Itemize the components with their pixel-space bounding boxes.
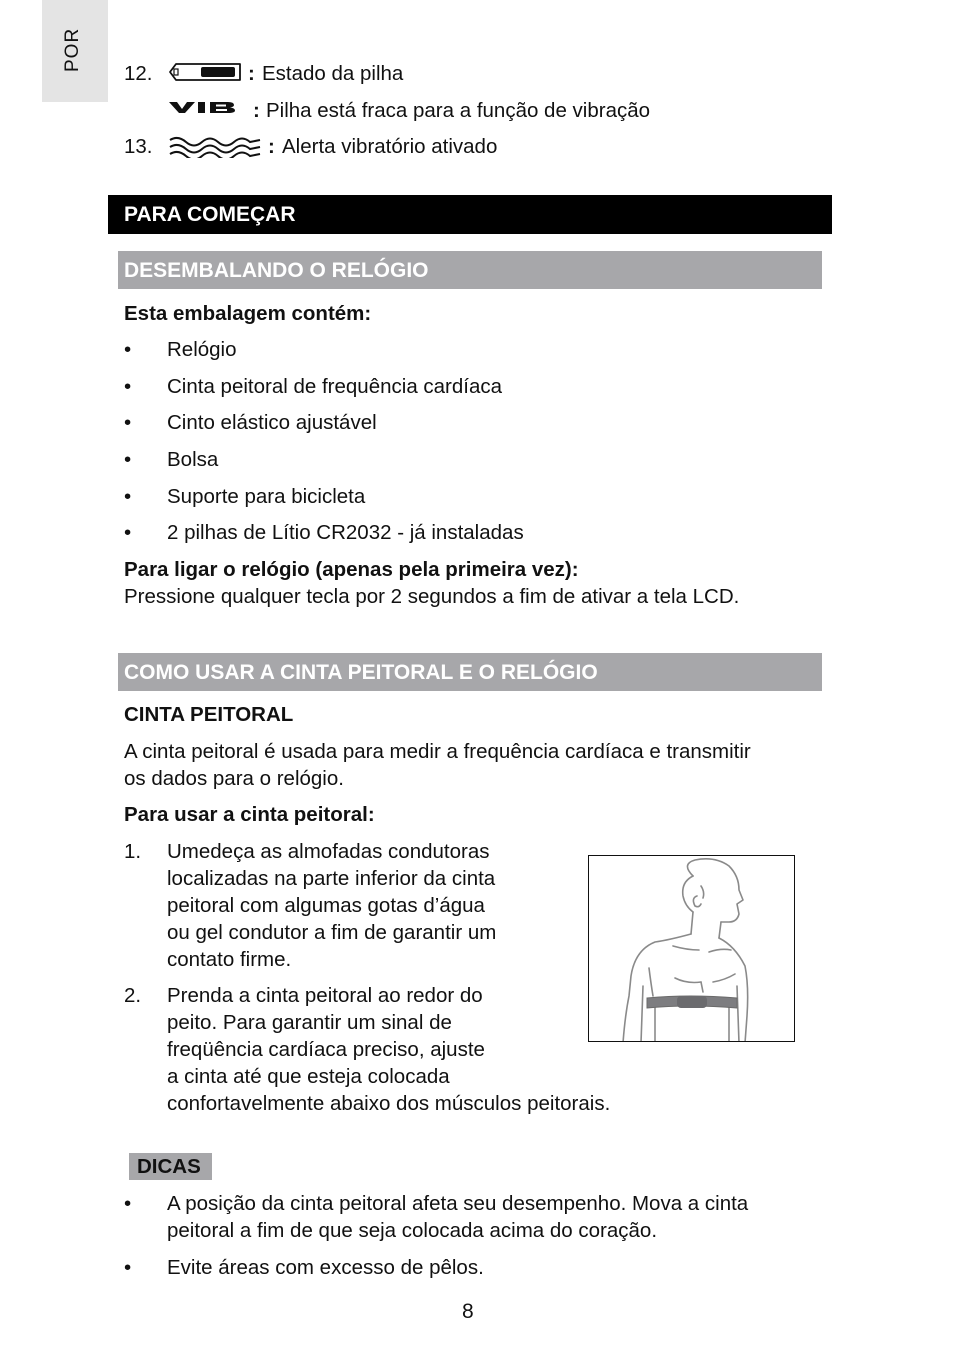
subsection-header-text: DESEMBALANDO O RELÓGIO (124, 259, 429, 282)
power-on-text: Pressione qualquer tecla por 2 segundos a fim de ativar a tela LCD. (124, 585, 740, 608)
step-2-line: peito. Para garantir um sinal de (167, 1011, 452, 1034)
subsection-header-text: COMO USAR A CINTA PEITORAL E O RELÓGIO (124, 661, 598, 684)
package-contents-label: Esta embalagem contém: (124, 302, 372, 325)
item-13-text: Alerta vibratório ativado (282, 135, 498, 158)
list-item-text: 2 pilhas de Lítio CR2032 - já instaladas (167, 521, 524, 544)
item-12-text: Estado da pilha (262, 62, 404, 85)
step-1-number: 1. (124, 840, 142, 863)
vib-text: Pilha está fraca para a função de vibração (266, 99, 651, 122)
tip-line: A posição da cinta peitoral afeta seu desempenho. Mova a cinta (167, 1192, 749, 1215)
bullet: • (124, 1256, 132, 1279)
vib-icon (168, 100, 242, 114)
language-tab (42, 0, 108, 102)
subsection-header-usage (118, 653, 822, 691)
item-12-number: 12. (124, 62, 153, 85)
step-2-line: freqüência cardíaca preciso, ajuste (167, 1038, 485, 1061)
section-header-text: PARA COMEÇAR (124, 203, 296, 226)
list-item-text: Cinto elástico ajustável (167, 411, 377, 434)
steps-label: Para usar a cinta peitoral: (124, 803, 375, 826)
step-1-line: localizadas na parte inferior da cinta (167, 867, 496, 890)
man-with-chest-strap-image (589, 856, 795, 1042)
tip-line: Evite áreas com excesso de pêlos. (167, 1256, 484, 1279)
language-tab-label: POR (62, 27, 83, 72)
bullet: • (124, 1192, 132, 1215)
vibration-wave-icon (168, 136, 264, 158)
item-12-separator: : (248, 62, 255, 85)
subsection-header-unpacking (118, 251, 822, 289)
bullet: • (124, 448, 132, 471)
list-item-text: Suporte para bicicleta (167, 485, 366, 508)
chest-strap-illustration (588, 855, 795, 1042)
intro-line: A cinta peitoral é usada para medir a frequência cardíaca e transmitir (124, 740, 751, 763)
step-1-line: peitoral com algumas gotas d’água (167, 894, 485, 917)
section-header-getting-started (108, 195, 832, 234)
step-2-line: a cinta até que esteja colocada (167, 1065, 450, 1088)
step-2-number: 2. (124, 984, 142, 1007)
step-1-line: Umedeça as almofadas condutoras (167, 840, 490, 863)
intro-line: os dados para o relógio. (124, 767, 344, 790)
item-13-number: 13. (124, 135, 153, 158)
step-2-line: Prenda a cinta peitoral ao redor do (167, 984, 483, 1007)
step-1-line: contato firme. (167, 948, 292, 971)
chest-strap-heading: CINTA PEITORAL (124, 703, 294, 726)
bullet: • (124, 338, 132, 361)
battery-icon (168, 60, 242, 84)
vib-separator: : (253, 99, 260, 122)
list-item-text: Cinta peitoral de frequência cardíaca (167, 375, 503, 398)
power-on-label: Para ligar o relógio (apenas pela primeira vez): (124, 558, 579, 581)
tips-label-box (129, 1153, 212, 1180)
step-1-line: ou gel condutor a fim de garantir um (167, 921, 497, 944)
bullet: • (124, 485, 132, 508)
step-2-line: confortavelmente abaixo dos músculos peitorais. (167, 1092, 611, 1115)
item-13-separator: : (268, 135, 275, 158)
bullet: • (124, 375, 132, 398)
list-item-text: Bolsa (167, 448, 219, 471)
bullet: • (124, 521, 132, 544)
page-number: 8 (462, 1300, 474, 1323)
tips-label: DICAS (137, 1155, 201, 1178)
list-item-text: Relógio (167, 338, 237, 361)
bullet: • (124, 411, 132, 434)
tip-line: peitoral a fim de que seja colocada acima do coração. (167, 1219, 658, 1242)
